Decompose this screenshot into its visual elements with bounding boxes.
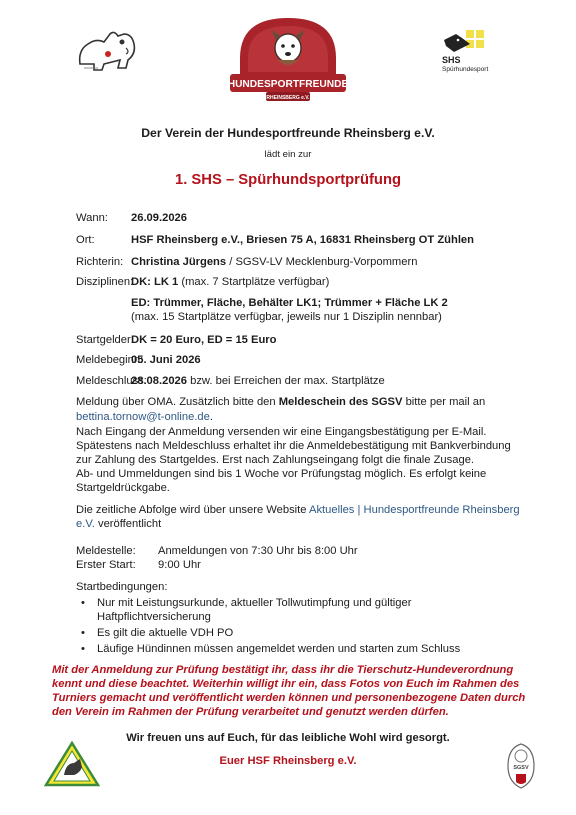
website-link-cont[interactable]: e.V. bbox=[76, 518, 95, 530]
website-line2 bbox=[76, 517, 536, 531]
start-label: Erster Start: bbox=[76, 559, 136, 571]
consent-notice bbox=[52, 663, 552, 719]
notice-line: den Verein im Rahmen der Prüfung verarbeitet und genutzt werden dürfen. bbox=[52, 706, 449, 718]
website-text-a: Die zeitliche Abfolge wird über unsere Website bbox=[76, 504, 309, 516]
logo-sgsv bbox=[506, 742, 536, 795]
wann-value: 26.09.2026 bbox=[131, 212, 187, 224]
condition-item: • Läufige Hündinnen müssen angemeldet werden und starten zum Schluss bbox=[78, 642, 536, 656]
event-title: 1. SHS – Spürhundsportprüfung bbox=[174, 172, 402, 188]
logo-main-text: HUNDESPORTFREUNDE bbox=[227, 79, 349, 90]
startgeld-label: Startgelder: bbox=[76, 334, 134, 346]
ort-value: HSF Rheinsberg e.V., Briesen 75 A, 16831 Rheinsberg OT Zühlen bbox=[131, 234, 474, 246]
shield-icon bbox=[516, 774, 526, 784]
ed-line: ED: Trümmer, Fläche, Behälter LK1; Trümmer + Fläche LK 2 bbox=[131, 297, 448, 309]
start-value: 9:00 Uhr bbox=[158, 559, 201, 571]
logo-hundesportfreunde bbox=[226, 12, 350, 102]
dog-silhouette-icon bbox=[440, 26, 506, 56]
shs-abbr: SHS bbox=[442, 55, 461, 65]
email-end: . bbox=[209, 411, 213, 423]
ed-note: (max. 15 Startplätze verfügbar, jeweils nur 1 Disziplin nennbar) bbox=[131, 311, 442, 323]
condition-item: • Es gilt die aktuelle VDH PO bbox=[78, 626, 536, 640]
dk-bold: DK: LK 1 bbox=[131, 276, 179, 288]
dk-rest: (max. 7 Startplätze verfügbar) bbox=[178, 276, 330, 288]
meldebeginn-value: 05. Juni 2026 bbox=[131, 354, 201, 366]
email-link[interactable]: bettina.tornow@t-online.de bbox=[76, 411, 210, 423]
meldeschluss-date: 28.08.2026 bbox=[131, 375, 187, 387]
website-text-c: veröffentlicht bbox=[94, 518, 162, 530]
notice-line: kennt und diese beachtet. Weiterhin willigt ihr ein, dass Fotos von Euch im Rahmen des bbox=[52, 678, 520, 690]
conditions-title: Startbedingungen: bbox=[76, 581, 168, 593]
website-line bbox=[76, 503, 536, 517]
ort-label: Ort: bbox=[76, 234, 95, 246]
startgeld-value: DK = 20 Euro, ED = 15 Euro bbox=[131, 334, 277, 346]
logo-sub-text: RHEINSBERG e.V. bbox=[266, 95, 310, 101]
email-line bbox=[76, 410, 536, 424]
richter-name: Christina Jürgens bbox=[131, 256, 227, 268]
para-line: Ab- und Ummeldungen sind bis 1 Woche vor Prüfungstag möglich. Es erfolgt keine bbox=[76, 468, 487, 480]
meldeschluss-rest: bzw. bei Erreichen der max. Startplätze bbox=[187, 375, 385, 387]
condition-item bbox=[78, 596, 536, 624]
notice-line: Turniers gemacht und veröffentlicht werden können und personenbezogene Daten durch bbox=[52, 692, 526, 704]
reg-text-a: Meldung über OMA. Zusätzlich bitte den bbox=[76, 396, 279, 408]
condition-text-cont: Haftpflichtversicherung bbox=[97, 611, 211, 623]
para-line: zur Zahlung des Startgeldes. Erst nach Zahlungseingang folgt die finale Zusage. bbox=[76, 454, 475, 466]
meldebeginn-label: Meldebeginn: bbox=[76, 354, 144, 366]
richter-org: / SGSV-LV Mecklenburg-Vorpommern bbox=[226, 256, 418, 268]
richter-label: Richterin: bbox=[76, 256, 124, 268]
meldestelle-label: Meldestelle: bbox=[76, 545, 136, 557]
registration-block bbox=[76, 395, 536, 531]
logo-shs bbox=[440, 26, 506, 80]
conditions-block bbox=[76, 580, 536, 656]
logo-top-left bbox=[74, 24, 140, 72]
thanks-text: Wir freuen uns auf Euch, für das leibliche Wohl wird gesorgt. bbox=[126, 732, 450, 744]
logo-triangle-badge bbox=[44, 741, 100, 792]
condition-text: Nur mit Leistungsurkunde, aktueller Tollwutimpfung und gültiger bbox=[97, 597, 412, 609]
meldestelle-value: Anmeldungen von 7:30 Uhr bis 8:00 Uhr bbox=[158, 545, 358, 557]
wann-label: Wann: bbox=[76, 212, 108, 224]
notice-line: Mit der Anmeldung zur Prüfung bestätigt ihr, dass ihr die Tierschutz-Hundeverordnung bbox=[52, 664, 514, 676]
shs-text: Spürhundesport bbox=[442, 66, 489, 73]
meldeschluss-value bbox=[131, 374, 385, 388]
richter-value bbox=[131, 255, 417, 269]
registration-line1 bbox=[76, 395, 536, 409]
sgsv-text: SGSV bbox=[513, 765, 529, 771]
dog-triangle-icon bbox=[44, 741, 100, 787]
dog-sketch-icon bbox=[74, 24, 140, 72]
disziplinen-label: Disziplinen: bbox=[76, 276, 134, 288]
para-line: Nach Eingang der Anmeldung versenden wir eine Eingangsbestätigung per E-Mail. bbox=[76, 426, 487, 438]
para-line: Spätestens nach Meldeschluss erhaltet ihr die Anmeldebestätigung mit Bankverbindung bbox=[76, 440, 511, 452]
meldeschluss-label: Meldeschluss: bbox=[76, 375, 147, 387]
reg-text-c: bitte per mail an bbox=[402, 396, 486, 408]
para-line: Startgeldrückgabe. bbox=[76, 482, 170, 494]
dk-line bbox=[131, 275, 329, 289]
website-link[interactable]: Aktuelles | Hundesportfreunde Rheinsberg bbox=[309, 504, 520, 516]
invite-text: lädt ein zur bbox=[264, 149, 312, 160]
signature: Euer HSF Rheinsberg e.V. bbox=[219, 755, 357, 767]
meldeschein-text: Meldeschein des SGSV bbox=[278, 396, 403, 408]
org-heading: Der Verein der Hundesportfreunde Rheinsberg e.V. bbox=[141, 126, 435, 140]
